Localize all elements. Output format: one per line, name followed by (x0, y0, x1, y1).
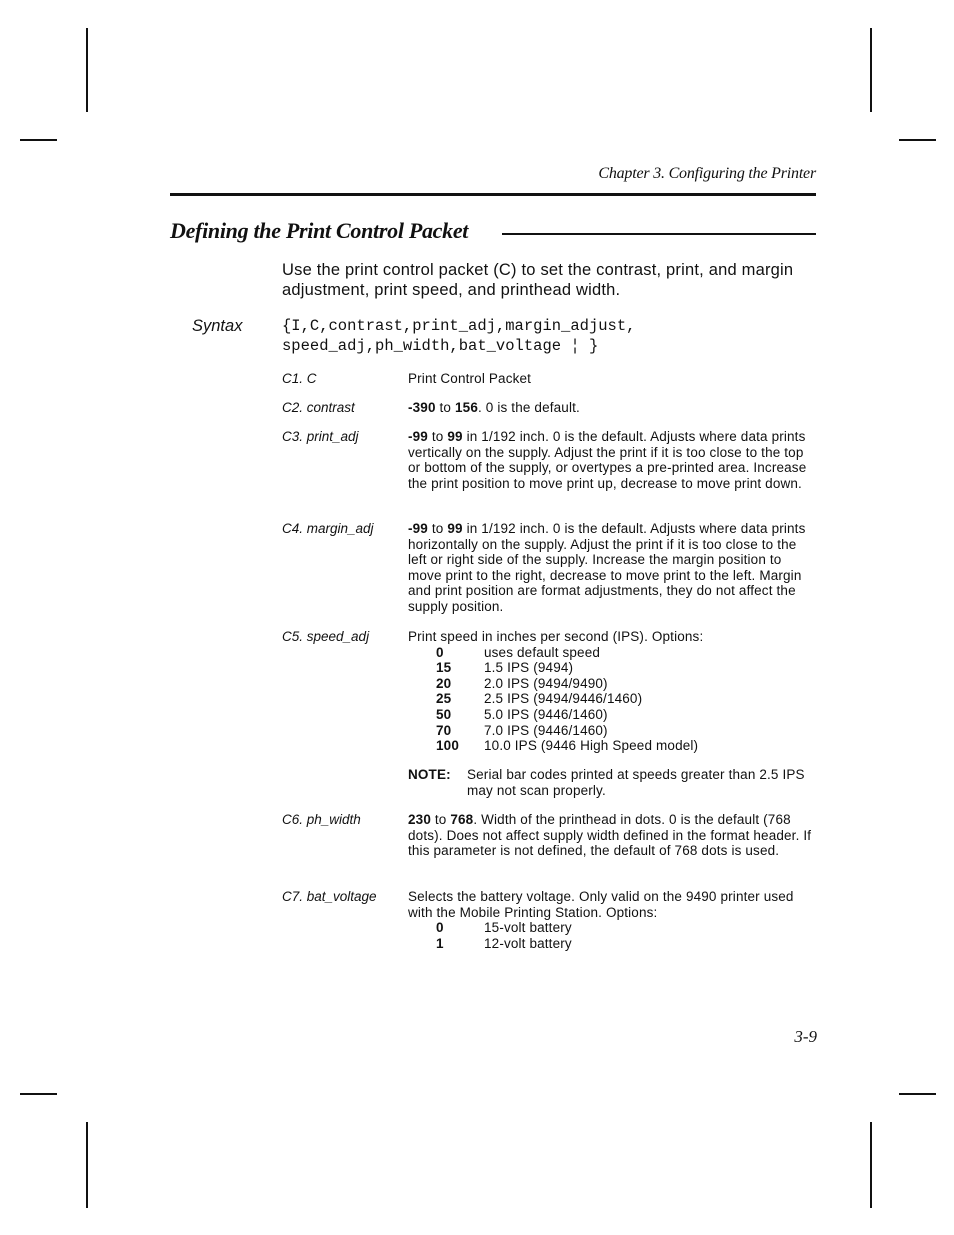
range-low: -390 (408, 400, 436, 415)
range-low: -99 (408, 429, 428, 444)
option-key: 100 (436, 738, 459, 754)
param-name: C4. margin_adj (282, 521, 374, 536)
option-value: 10.0 IPS (9446 High Speed model) (484, 738, 699, 754)
param-desc: Print Control Packet (408, 371, 532, 386)
title-rule (502, 233, 816, 235)
option-value: 1.5 IPS (9494) (484, 660, 574, 676)
syntax-code (282, 317, 635, 356)
header-rule (170, 193, 816, 196)
section-title: Defining the Print Control Packet (170, 218, 469, 243)
crop-mark-br-vertical (870, 1122, 872, 1208)
intro-paragraph: Use the print control packet (C) to set the contrast, print, and margin adjustment, print speed, and printhead width. (282, 261, 794, 299)
option-value: 15-volt battery (484, 920, 572, 936)
option-row (408, 660, 818, 676)
range-low: -99 (408, 521, 428, 536)
range-low: 230 (408, 812, 431, 827)
range-high: 768 (450, 812, 474, 827)
param-name: C5. speed_adj (282, 629, 370, 644)
crop-mark-tl-vertical (86, 28, 88, 112)
range-to: to (431, 429, 444, 444)
option-row (408, 920, 818, 936)
option-row (408, 738, 818, 754)
crop-mark-tl-horizontal (20, 139, 57, 141)
range-to: to (439, 400, 452, 415)
param-desc-text: . 0 is the default. (477, 400, 580, 415)
range-high: 99 (447, 429, 463, 444)
param-desc (408, 429, 818, 491)
option-row (408, 723, 818, 739)
param-name: C3. print_adj (282, 429, 359, 444)
option-value: 2.5 IPS (9494/9446/1460) (484, 691, 643, 707)
note-text: Serial bar codes printed at speeds greater than 2.5 IPS may not scan properly. (467, 767, 805, 798)
option-row (408, 645, 818, 661)
option-key: 15 (436, 660, 452, 676)
param-desc-text: Selects the battery voltage. Only valid on the 9490 printer used with the Mobile Printing Station. Options: (408, 889, 794, 920)
option-row (408, 707, 818, 723)
page-number: 3-9 (794, 1027, 817, 1046)
param-desc (408, 889, 818, 951)
option-row (408, 676, 818, 692)
option-key: 50 (436, 706, 452, 722)
range-high: 99 (447, 521, 463, 536)
syntax-line-1: {I,C,contrast,print_adj,margin_adjust, (282, 317, 636, 335)
speed-note (408, 767, 822, 798)
param-desc-text: . Width of the printhead in dots. 0 is the default (768 dots). Does not affect supply width defined in the format header. If this parameter is not defined, the default of 768 dots is used. (408, 812, 812, 859)
range-to: to (431, 521, 444, 536)
param-desc (408, 400, 818, 416)
option-key: 0 (436, 920, 444, 936)
param-desc (408, 521, 818, 615)
option-key: 20 (436, 675, 452, 691)
option-key: 25 (436, 691, 452, 707)
crop-mark-tr-horizontal (899, 139, 936, 141)
option-row (408, 936, 818, 952)
param-name: C6. ph_width (282, 812, 361, 827)
option-key: 70 (436, 722, 452, 738)
range-to: to (434, 812, 447, 827)
syntax-label: Syntax (192, 317, 243, 335)
crop-mark-bl-horizontal (20, 1093, 57, 1095)
crop-mark-br-horizontal (899, 1093, 936, 1095)
param-desc (408, 629, 818, 754)
param-desc-text: Print speed in inches per second (IPS). Options: (408, 629, 704, 644)
param-name: C7. bat_voltage (282, 889, 377, 904)
option-value: 7.0 IPS (9446/1460) (484, 722, 608, 738)
param-desc-text: in 1/192 inch. 0 is the default. Adjusts where data prints vertically on the supply. Adjust the print if it is too close to the top or bottom of the supply, or overtypes a pre-printed area. Increase the print position to move print up, decrease to move print down. (408, 429, 807, 491)
chapter-header: Chapter 3. Configuring the Printer (598, 165, 816, 182)
option-value: uses default speed (484, 644, 601, 660)
syntax-line-2: speed_adj,ph_width,bat_voltage ¦ } (282, 336, 599, 355)
param-desc-text: in 1/192 inch. 0 is the default. Adjusts where data prints horizontally on the supply. Adjust the print if it is too close to the left or right side of the supply. Increase the margin position to move print to the right, decrease to move print to the left. Margin and print position are format adjustments, they do not affect the supply position. (408, 521, 806, 614)
param-name: C2. contrast (282, 400, 355, 415)
option-value: 12-volt battery (484, 935, 572, 951)
param-desc (408, 812, 818, 859)
crop-mark-bl-vertical (86, 1122, 88, 1208)
note-label: NOTE: (408, 767, 451, 782)
param-name: C1. C (282, 371, 317, 386)
option-value: 5.0 IPS (9446/1460) (484, 706, 608, 722)
option-row (408, 691, 818, 707)
crop-mark-tr-vertical (870, 28, 872, 112)
option-value: 2.0 IPS (9494/9490) (484, 675, 608, 691)
range-high: 156 (455, 400, 478, 415)
option-key: 0 (436, 644, 444, 660)
option-key: 1 (436, 935, 444, 951)
